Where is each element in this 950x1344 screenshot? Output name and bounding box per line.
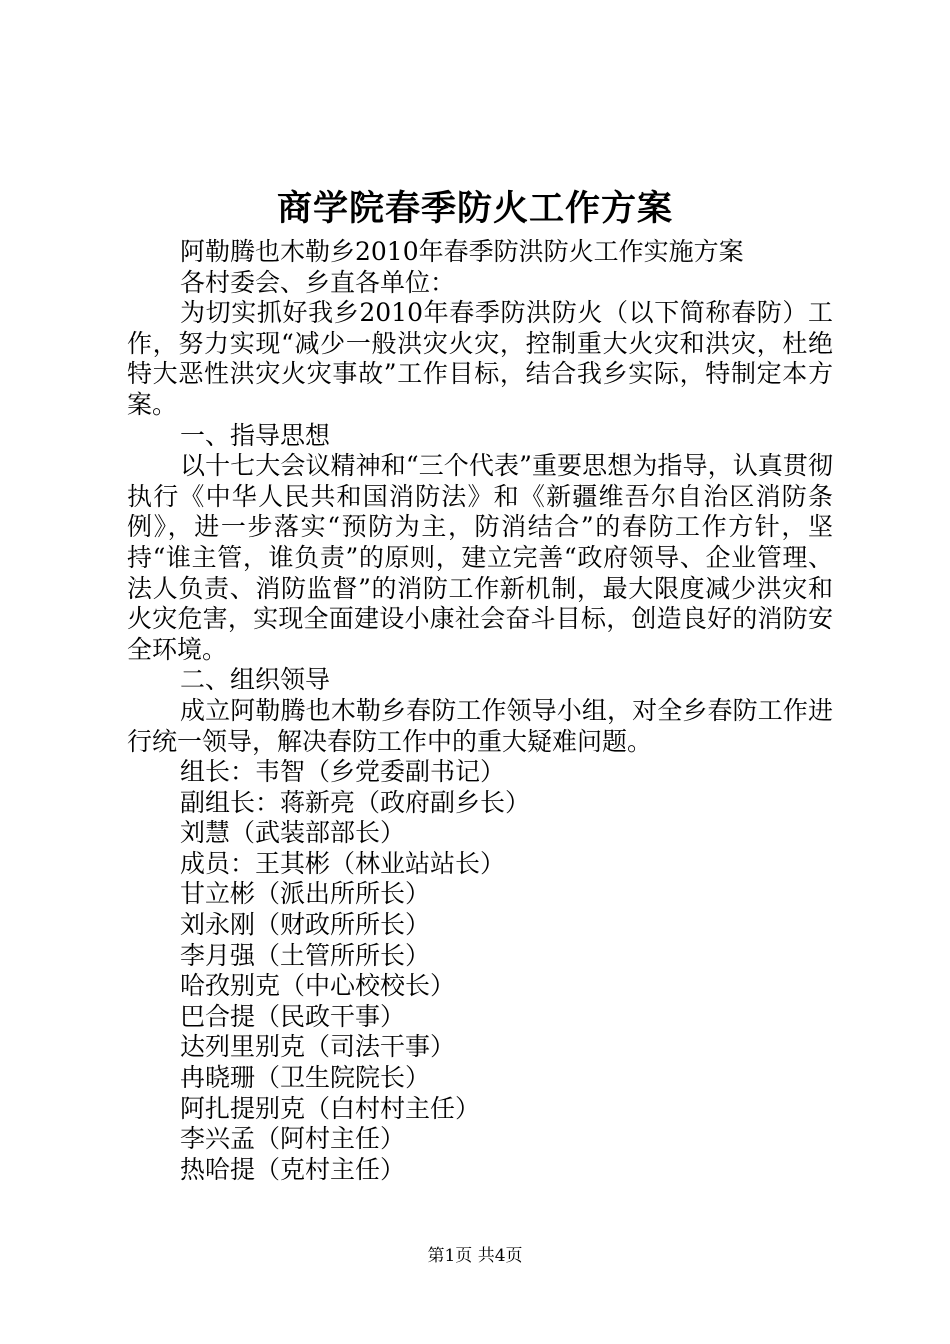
page-number-footer: 第1页 共4页 [427, 1246, 523, 1266]
member-line: 组长：韦智（乡党委副书记） [180, 757, 506, 787]
member-line: 成员：王其彬（林业站站长） [180, 848, 506, 878]
member-line: 达列里别克（司法干事） [180, 1032, 456, 1062]
document-body [127, 237, 833, 1185]
member-line: 李兴孟（阿村主任） [180, 1124, 406, 1154]
member-line: 热哈提（克村主任） [180, 1154, 406, 1184]
member-line: 巴合提（民政干事） [180, 1001, 406, 1031]
intro-paragraph: 为切实抓好我乡2010年春季防洪防火（以下简称春防）工作，努力实现“减少一般洪灾火灾，控制重大火灾和洪灾，杜绝特大恶性洪灾火灾事故”工作目标，结合我乡实际，特制定本方案。 [127, 298, 833, 419]
salutation-paragraph: 各村委会、乡直各单位： [180, 267, 456, 297]
subtitle-paragraph: 阿勒腾也木勒乡2010年春季防洪防火工作实施方案 [180, 237, 744, 266]
member-line: 阿扎提别克（白村村主任） [180, 1093, 481, 1123]
section-heading-organization: 二、组织领导 [180, 665, 331, 695]
section-heading-guiding-ideology: 一、指导思想 [180, 420, 331, 450]
member-line: 副组长：蒋新亮（政府副乡长） [180, 787, 531, 817]
member-line: 刘永刚（财政所所长） [180, 910, 431, 940]
guiding-ideology-paragraph: 以十七大会议精神和“三个代表”重要思想为指导，认真贯彻执行《中华人民共和国消防法》和《新疆维吾尔自治区消防条例》，进一步落实“预防为主，防消结合”的春防工作方针，坚持“谁主管，谁负责”的原则，建立完善“政府领导、企业管理、法人负责、消防监督”的消防工作新机制，最大限度减少洪灾和火灾危害，实现全面建设小康社会奋斗目标，创造良好的消防安全环境。 [127, 451, 833, 664]
member-line: 哈孜别克（中心校校长） [180, 971, 456, 1001]
organization-paragraph: 成立阿勒腾也木勒乡春防工作领导小组，对全乡春防工作进行统一领导，解决春防工作中的重大疑难问题。 [127, 695, 833, 756]
member-line: 刘慧（武装部部长） [180, 818, 406, 848]
member-line: 甘立彬（派出所所长） [180, 879, 431, 909]
document-title: 商学院春季防火工作方案 [276, 188, 673, 229]
member-line: 冉晓珊（卫生院院长） [180, 1063, 431, 1093]
member-line: 李月强（土管所所长） [180, 940, 431, 970]
